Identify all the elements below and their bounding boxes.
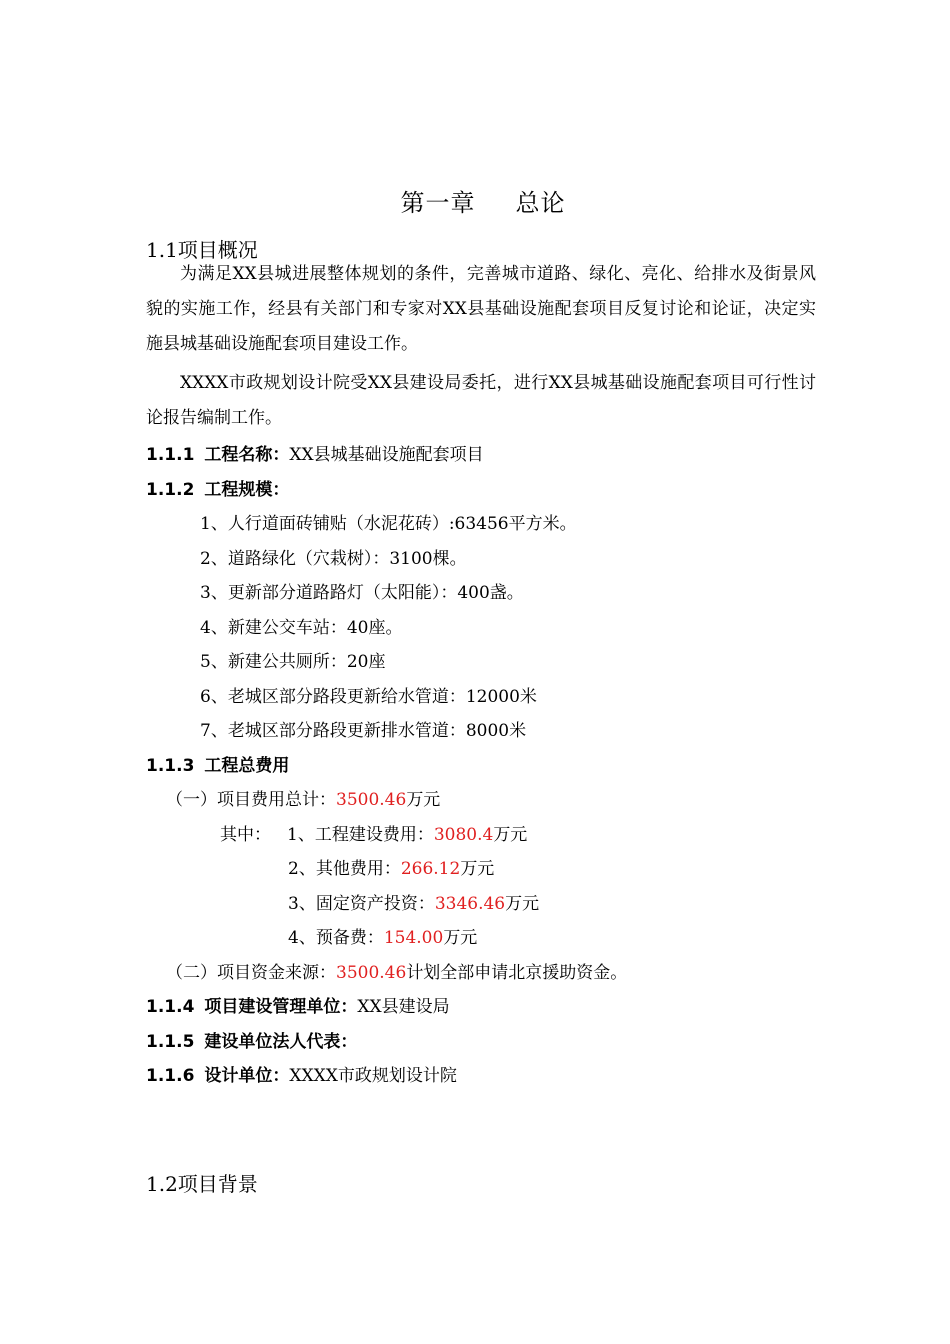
breakdown-value: 154.00 [383, 928, 444, 948]
chapter-title [0, 183, 950, 218]
scale-list-item: 7、老城区部分路段更新排水管道：8000米 [200, 721, 527, 741]
item-label: 工程规模： [204, 480, 290, 500]
breakdown-prefix: 4、预备费： [288, 928, 384, 948]
scale-list-item: 1、人行道面砖铺贴（水泥花砖）:63456平方米。 [200, 514, 577, 534]
item-number: 1.1.5 [146, 1032, 195, 1052]
among-label: 其中： [220, 825, 271, 845]
breakdown-unit: 万元 [443, 928, 478, 948]
item-label: 设计单位： [204, 1066, 290, 1086]
overview-paragraph-2: XXXX市政规划设计院受XX县建设局委托，进行XX县城基础设施配套项目可行性讨论报告编制工作。 [146, 373, 816, 428]
item-design-unit [146, 1065, 457, 1087]
funding-source-value: 3500.46 [336, 963, 407, 983]
item-legal-representative [146, 1031, 357, 1053]
funding-source-suffix: 计划全部申请北京援助资金。 [406, 963, 628, 983]
item-project-name [146, 444, 484, 466]
scale-list-item: 4、新建公交车站：40座。 [200, 618, 403, 638]
item-number: 1.1.6 [146, 1066, 195, 1086]
cost-breakdown-line [288, 893, 539, 915]
breakdown-unit: 万元 [505, 894, 540, 914]
item-value: XX县建设局 [357, 997, 450, 1017]
item-total-cost [146, 755, 289, 777]
item-label: 工程总费用 [204, 756, 290, 776]
chapter-name: 总论 [515, 189, 566, 217]
cost-total-unit: 万元 [406, 790, 441, 810]
scale-list-item: 6、老城区部分路段更新给水管道：12000米 [200, 687, 537, 707]
breakdown-unit: 万元 [493, 825, 528, 845]
overview-paragraph-1: 为满足XX县城进展整体规划的条件，完善城市道路、绿化、亮化、给排水及街景风貌的实施工作，经县有关部门和专家对XX县基础设施配套项目反复讨论和论证，决定实施县城基础设施配套项目建设工作。 [146, 264, 816, 354]
breakdown-unit: 万元 [460, 859, 495, 879]
cost-breakdown-line [288, 927, 477, 949]
scale-list-item: 5、新建公共厕所：20座 [200, 652, 386, 672]
cost-breakdown-line [288, 858, 494, 880]
cost-total-line [166, 789, 440, 811]
item-value: XXXX市政规划设计院 [289, 1066, 457, 1086]
breakdown-prefix: 2、其他费用： [288, 859, 401, 879]
chapter-number: 第一章 [400, 189, 476, 217]
item-label: 工程名称： [204, 445, 290, 465]
item-number: 1.1.4 [146, 997, 195, 1017]
breakdown-value: 3080.4 [433, 825, 494, 845]
scale-list-item: 3、更新部分道路路灯（太阳能）：400盏。 [200, 583, 524, 603]
breakdown-value: 266.12 [400, 859, 461, 879]
item-management-unit [146, 996, 450, 1018]
item-label: 建设单位法人代表： [204, 1032, 358, 1052]
item-number: 1.1.2 [146, 480, 195, 500]
breakdown-prefix: 3、固定资产投资： [288, 894, 435, 914]
item-project-scale [146, 479, 289, 501]
section-heading-1-2: 1.2项目背景 [146, 1172, 258, 1196]
scale-list-item: 2、道路绿化（穴栽树）：3100棵。 [200, 549, 467, 569]
funding-source-prefix: （二）项目资金来源： [166, 963, 336, 983]
cost-total-value: 3500.46 [336, 790, 407, 810]
section-heading-1-1: 1.1项目概况 [146, 238, 258, 262]
funding-source-line [166, 962, 627, 984]
item-label: 项目建设管理单位： [204, 997, 358, 1017]
breakdown-prefix: 1、工程建设费用： [287, 825, 434, 845]
cost-breakdown-line [220, 824, 527, 846]
item-number: 1.1.1 [146, 445, 195, 465]
cost-total-prefix: （一）项目费用总计： [166, 790, 336, 810]
breakdown-value: 3346.46 [434, 894, 506, 914]
item-value: XX县城基础设施配套项目 [289, 445, 484, 465]
item-number: 1.1.3 [146, 756, 195, 776]
